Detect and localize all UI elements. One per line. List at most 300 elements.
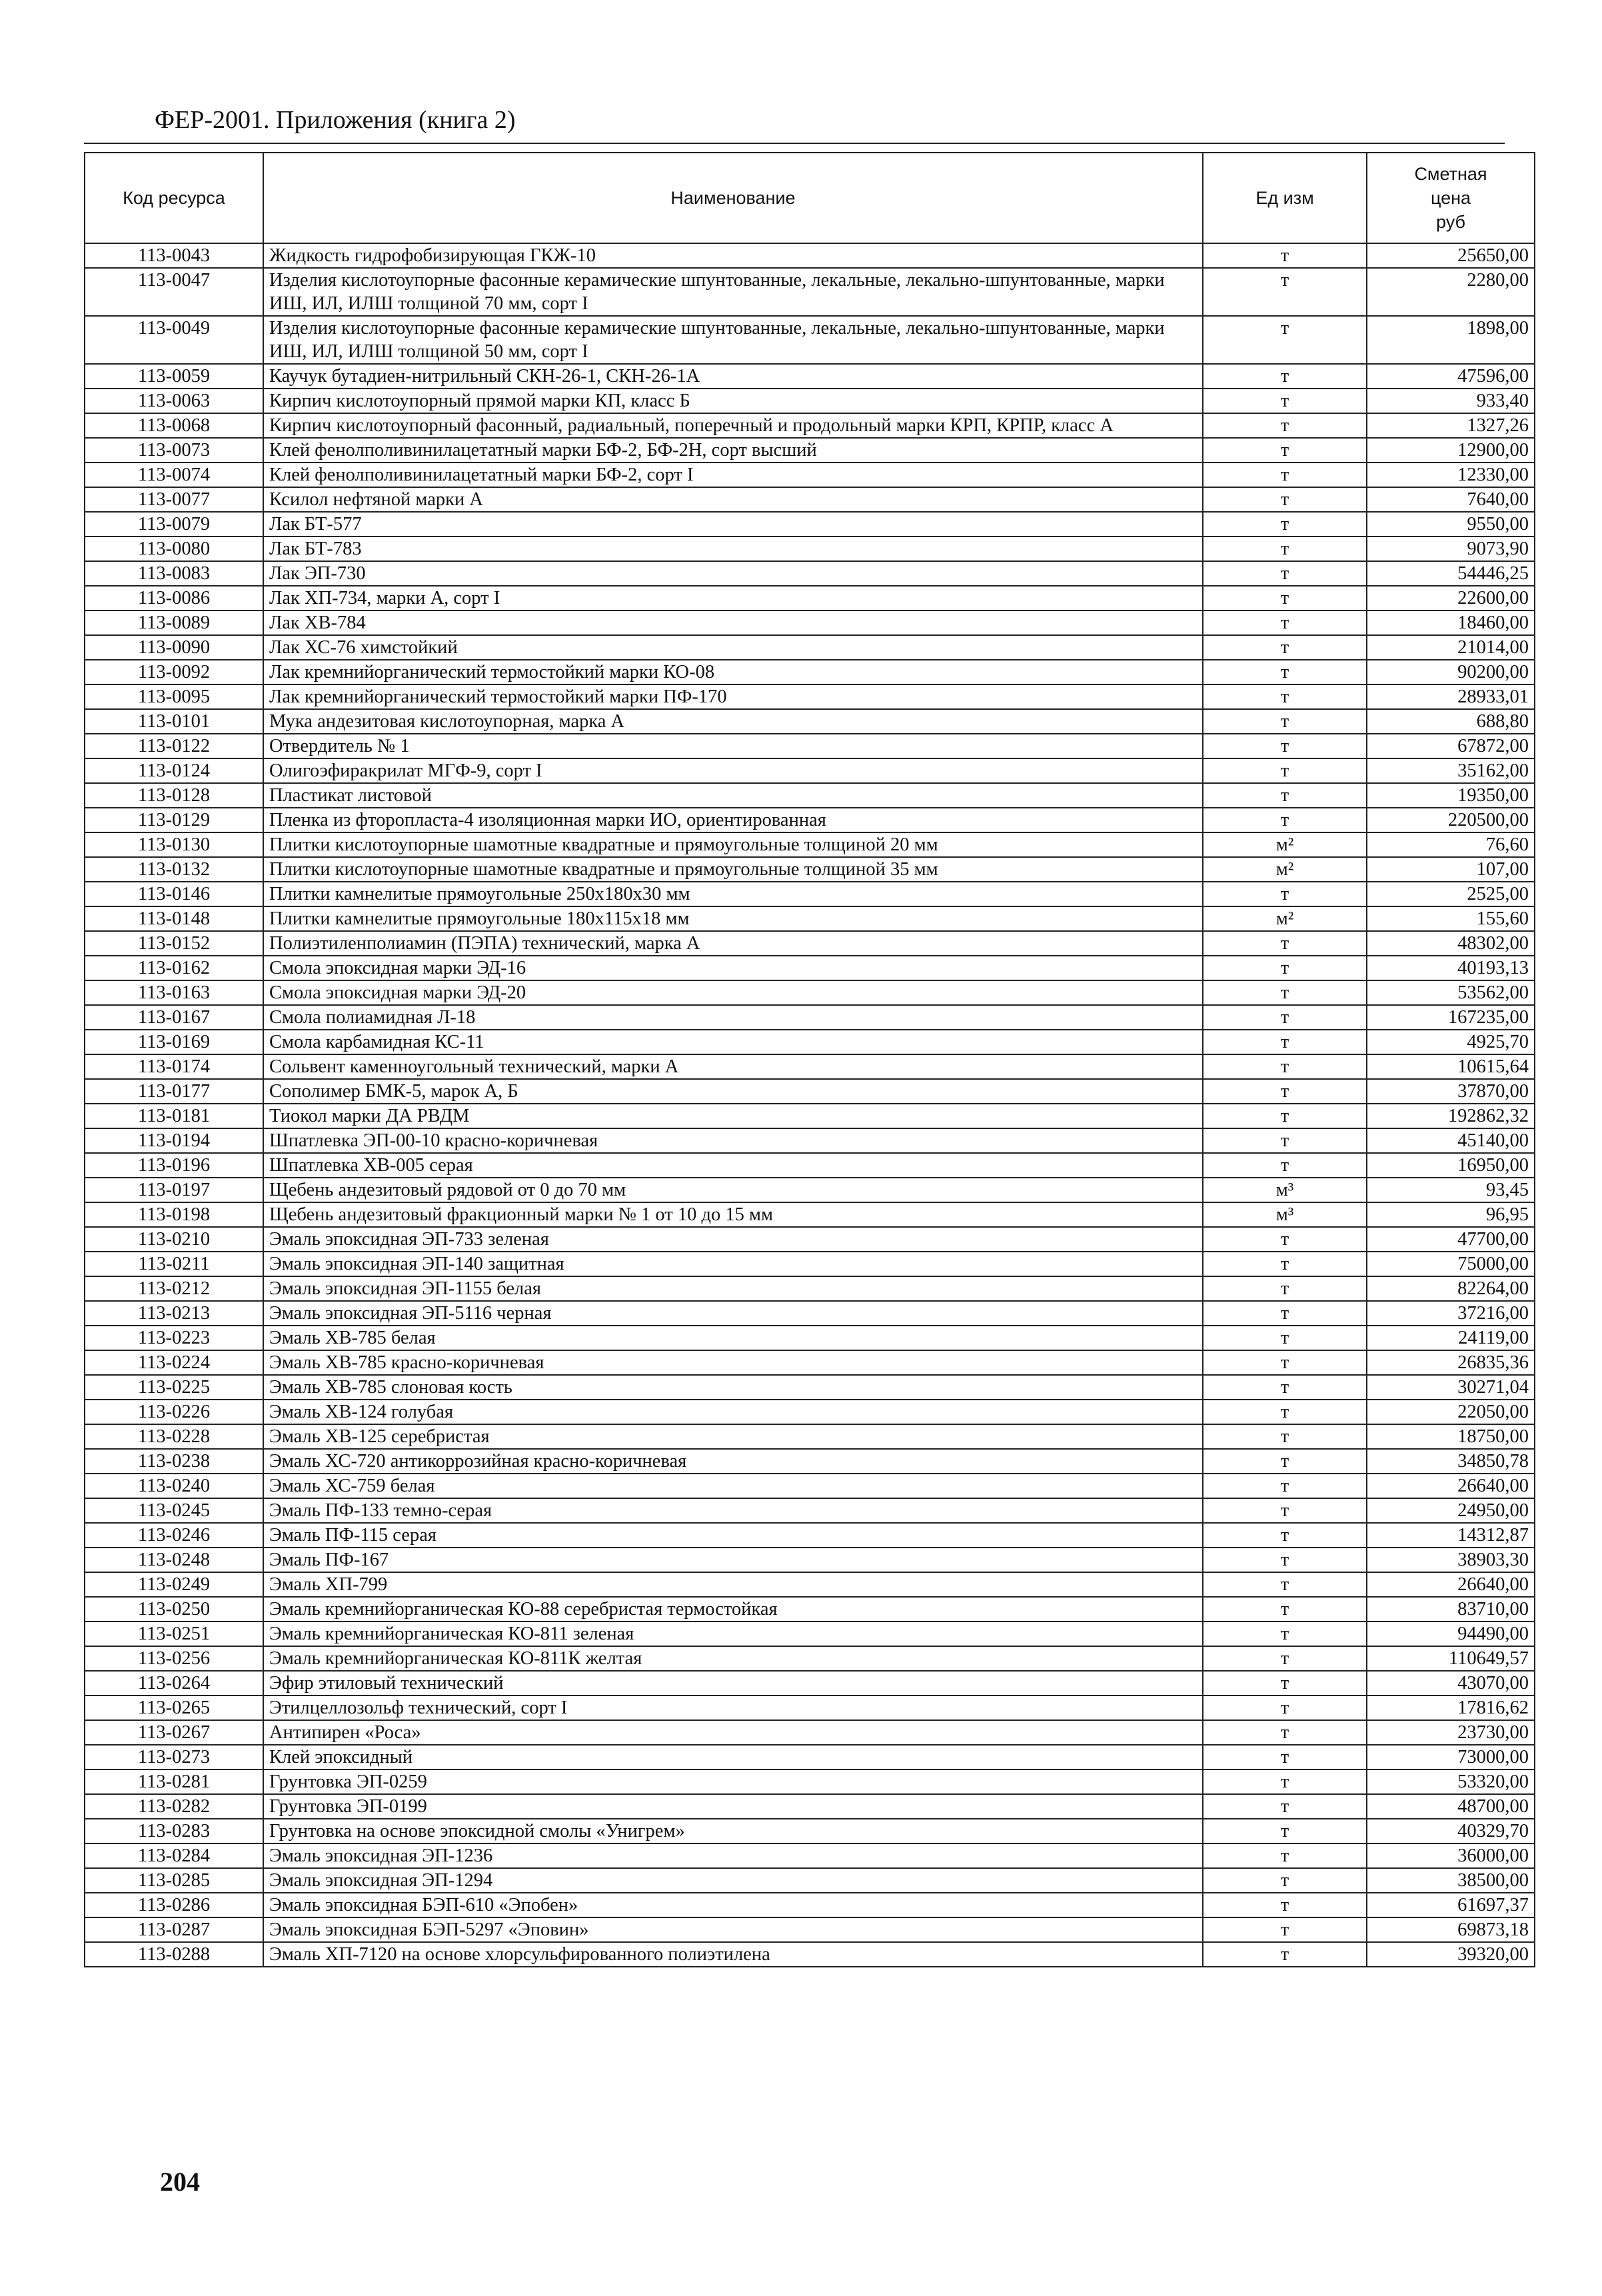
unit-cell: т: [1203, 561, 1367, 586]
unit-cell: т: [1203, 931, 1367, 956]
price-cell: 25650,00: [1367, 243, 1535, 268]
table-row: [85, 1769, 1535, 1794]
unit-cell: т: [1203, 808, 1367, 832]
unit-cell: т: [1203, 684, 1367, 709]
resource-name-cell: Каучук бутадиен-нитрильный СКН-26-1, СКН-26-1А: [263, 364, 1203, 389]
table-row: [85, 1079, 1535, 1104]
table-row: [85, 364, 1535, 389]
resource-name-cell: Эмаль ПФ-115 серая: [263, 1523, 1203, 1548]
resource-name-cell: Отвердитель № 1: [263, 734, 1203, 758]
table-row: [85, 1696, 1535, 1720]
table-row: [85, 1794, 1535, 1819]
resource-code-cell: 113-0224: [85, 1350, 263, 1375]
price-header-line2: цена: [1430, 188, 1471, 208]
resource-code-cell: 113-0169: [85, 1030, 263, 1054]
price-cell: 18460,00: [1367, 610, 1535, 635]
resource-code-cell: 113-0194: [85, 1128, 263, 1153]
resource-price-table: [84, 152, 1535, 1967]
table-row: [85, 1622, 1535, 1646]
resource-code-cell: 113-0246: [85, 1523, 263, 1548]
table-row: [85, 537, 1535, 561]
price-cell: 12900,00: [1367, 438, 1535, 463]
resource-code-cell: 113-0077: [85, 487, 263, 512]
price-cell: 69873,18: [1367, 1917, 1535, 1942]
resource-code-cell: 113-0129: [85, 808, 263, 832]
resource-code-cell: 113-0162: [85, 956, 263, 980]
table-row: [85, 1646, 1535, 1671]
resource-name-cell: Сополимер БМК-5, марок А, Б: [263, 1079, 1203, 1104]
resource-name-cell: Сольвент каменноугольный технический, марки А: [263, 1054, 1203, 1079]
unit-cell: т: [1203, 268, 1367, 316]
unit-cell: т: [1203, 882, 1367, 906]
resource-code-cell: 113-0251: [85, 1622, 263, 1646]
column-header-price: [1367, 153, 1535, 243]
column-header-name: Наименование: [263, 153, 1203, 243]
resource-name-cell: Смола полиамидная Л-18: [263, 1005, 1203, 1030]
unit-cell: т: [1203, 1498, 1367, 1523]
resource-name-cell: Эмаль эпоксидная ЭП-1155 белая: [263, 1276, 1203, 1301]
resource-name-cell: Лак ЭП-730: [263, 561, 1203, 586]
resource-name-cell: Ксилол нефтяной марки А: [263, 487, 1203, 512]
table-row: [85, 709, 1535, 734]
price-cell: 36000,00: [1367, 1843, 1535, 1868]
resource-code-cell: 113-0249: [85, 1572, 263, 1597]
resource-code-cell: 113-0286: [85, 1893, 263, 1917]
table-row: [85, 758, 1535, 783]
price-cell: 96,95: [1367, 1202, 1535, 1227]
table-row: [85, 1720, 1535, 1745]
unit-cell: т: [1203, 758, 1367, 783]
price-cell: 21014,00: [1367, 635, 1535, 660]
column-header-code: Код ресурса: [85, 153, 263, 243]
resource-code-cell: 113-0068: [85, 413, 263, 438]
price-cell: 26835,36: [1367, 1350, 1535, 1375]
resource-name-cell: Эмаль эпоксидная БЭП-5297 «Эповин»: [263, 1917, 1203, 1942]
unit-cell: т: [1203, 1449, 1367, 1474]
resource-code-cell: 113-0281: [85, 1769, 263, 1794]
resource-code-cell: 113-0223: [85, 1326, 263, 1350]
table-row: [85, 980, 1535, 1005]
price-cell: 38903,30: [1367, 1548, 1535, 1572]
price-cell: 2525,00: [1367, 882, 1535, 906]
table-row: [85, 635, 1535, 660]
table-row: [85, 931, 1535, 956]
resource-code-cell: 113-0074: [85, 463, 263, 487]
resource-code-cell: 113-0213: [85, 1301, 263, 1326]
unit-cell: т: [1203, 1252, 1367, 1276]
unit-cell: т: [1203, 610, 1367, 635]
unit-cell: т: [1203, 1720, 1367, 1745]
resource-name-cell: Кирпич кислотоупорный прямой марки КП, класс Б: [263, 389, 1203, 413]
table-row: [85, 1474, 1535, 1498]
table-row: [85, 1868, 1535, 1893]
resource-name-cell: Эмаль кремнийорганическая КО-811 зеленая: [263, 1622, 1203, 1646]
resource-code-cell: 113-0248: [85, 1548, 263, 1572]
table-row: [85, 1202, 1535, 1227]
price-cell: 93,45: [1367, 1178, 1535, 1202]
resource-name-cell: Пластикат листовой: [263, 783, 1203, 808]
unit-cell: т: [1203, 1523, 1367, 1548]
resource-name-cell: Шпатлевка ЭП-00-10 красно-коричневая: [263, 1128, 1203, 1153]
table-row: [85, 1178, 1535, 1202]
resource-code-cell: 113-0210: [85, 1227, 263, 1252]
price-cell: 19350,00: [1367, 783, 1535, 808]
resource-code-cell: 113-0083: [85, 561, 263, 586]
unit-cell: т: [1203, 1745, 1367, 1769]
price-cell: 40329,70: [1367, 1819, 1535, 1843]
table-row: [85, 1030, 1535, 1054]
resource-code-cell: 113-0245: [85, 1498, 263, 1523]
price-cell: 53320,00: [1367, 1769, 1535, 1794]
unit-cell: т: [1203, 1400, 1367, 1424]
price-cell: 37216,00: [1367, 1301, 1535, 1326]
table-row: [85, 684, 1535, 709]
unit-cell: м²: [1203, 832, 1367, 857]
table-row: [85, 1400, 1535, 1424]
resource-name-cell: Антипирен «Роса»: [263, 1720, 1203, 1745]
table-row: [85, 882, 1535, 906]
resource-name-cell: Щебень андезитовый рядовой от 0 до 70 мм: [263, 1178, 1203, 1202]
table-row: [85, 1375, 1535, 1400]
unit-cell: т: [1203, 1424, 1367, 1449]
price-cell: 4925,70: [1367, 1030, 1535, 1054]
price-cell: 7640,00: [1367, 487, 1535, 512]
resource-name-cell: Эмаль ХВ-125 серебристая: [263, 1424, 1203, 1449]
table-row: [85, 316, 1535, 364]
resource-name-cell: Эмаль ХВ-785 слоновая кость: [263, 1375, 1203, 1400]
table-row: [85, 956, 1535, 980]
price-cell: 61697,37: [1367, 1893, 1535, 1917]
unit-cell: т: [1203, 1671, 1367, 1696]
price-cell: 83710,00: [1367, 1597, 1535, 1622]
table-row: [85, 610, 1535, 635]
resource-code-cell: 113-0196: [85, 1153, 263, 1178]
unit-cell: т: [1203, 1153, 1367, 1178]
price-cell: 155,60: [1367, 906, 1535, 931]
resource-name-cell: Лак кремнийорганический термостойкий марки ПФ-170: [263, 684, 1203, 709]
resource-name-cell: Лак ХС-76 химстойкий: [263, 635, 1203, 660]
price-cell: 48302,00: [1367, 931, 1535, 956]
table-row: [85, 832, 1535, 857]
resource-name-cell: Лак ХВ-784: [263, 610, 1203, 635]
table-row: [85, 487, 1535, 512]
resource-code-cell: 113-0174: [85, 1054, 263, 1079]
resource-name-cell: Смола эпоксидная марки ЭД-20: [263, 980, 1203, 1005]
resource-name-cell: Полиэтиленполиамин (ПЭПА) технический, марка А: [263, 931, 1203, 956]
resource-name-cell: Эмаль кремнийорганическая КО-811К желтая: [263, 1646, 1203, 1671]
table-row: [85, 1301, 1535, 1326]
price-cell: 192862,32: [1367, 1104, 1535, 1128]
resource-code-cell: 113-0265: [85, 1696, 263, 1720]
resource-code-cell: 113-0049: [85, 316, 263, 364]
resource-code-cell: 113-0225: [85, 1375, 263, 1400]
resource-name-cell: Эмаль ПФ-133 темно-серая: [263, 1498, 1203, 1523]
table-row: [85, 1104, 1535, 1128]
price-cell: 24950,00: [1367, 1498, 1535, 1523]
resource-name-cell: Лак ХП-734, марки А, сорт I: [263, 586, 1203, 610]
resource-code-cell: 113-0063: [85, 389, 263, 413]
price-cell: 35162,00: [1367, 758, 1535, 783]
resource-name-cell: Плитки кислотоупорные шамотные квадратные и прямоугольные толщиной 20 мм: [263, 832, 1203, 857]
unit-cell: т: [1203, 389, 1367, 413]
table-row: [85, 1843, 1535, 1868]
table-row: [85, 1671, 1535, 1696]
resource-code-cell: 113-0152: [85, 931, 263, 956]
price-cell: 45140,00: [1367, 1128, 1535, 1153]
table-row: [85, 1153, 1535, 1178]
resource-name-cell: Эмаль эпоксидная ЭП-140 защитная: [263, 1252, 1203, 1276]
table-row: [85, 1252, 1535, 1276]
resource-code-cell: 113-0090: [85, 635, 263, 660]
table-row: [85, 808, 1535, 832]
resource-code-cell: 113-0089: [85, 610, 263, 635]
resource-code-cell: 113-0148: [85, 906, 263, 931]
resource-code-cell: 113-0130: [85, 832, 263, 857]
price-cell: 14312,87: [1367, 1523, 1535, 1548]
unit-cell: т: [1203, 1375, 1367, 1400]
page-number: 204: [160, 2167, 200, 2197]
resource-code-cell: 113-0047: [85, 268, 263, 316]
price-cell: 26640,00: [1367, 1572, 1535, 1597]
unit-cell: м²: [1203, 906, 1367, 931]
table-body: [85, 243, 1535, 1967]
resource-code-cell: 113-0228: [85, 1424, 263, 1449]
price-cell: 48700,00: [1367, 1794, 1535, 1819]
unit-cell: т: [1203, 586, 1367, 610]
table-row: [85, 463, 1535, 487]
price-cell: 17816,62: [1367, 1696, 1535, 1720]
resource-code-cell: 113-0163: [85, 980, 263, 1005]
table-row: [85, 243, 1535, 268]
price-cell: 933,40: [1367, 389, 1535, 413]
unit-cell: т: [1203, 734, 1367, 758]
table-row: [85, 1597, 1535, 1622]
unit-cell: т: [1203, 1819, 1367, 1843]
resource-name-cell: Эмаль ХВ-785 белая: [263, 1326, 1203, 1350]
price-cell: 38500,00: [1367, 1868, 1535, 1893]
price-cell: 9073,90: [1367, 537, 1535, 561]
unit-cell: т: [1203, 512, 1367, 537]
resource-name-cell: Эмаль ПФ-167: [263, 1548, 1203, 1572]
resource-name-cell: Плитки камнелитые прямоугольные 180х115х18 мм: [263, 906, 1203, 931]
price-cell: 22600,00: [1367, 586, 1535, 610]
table-row: [85, 660, 1535, 684]
table-row: [85, 1227, 1535, 1252]
resource-name-cell: Грунтовка на основе эпоксидной смолы «Унигрем»: [263, 1819, 1203, 1843]
unit-cell: т: [1203, 1276, 1367, 1301]
price-header-line3: руб: [1436, 212, 1465, 232]
unit-cell: т: [1203, 1326, 1367, 1350]
resource-code-cell: 113-0285: [85, 1868, 263, 1893]
page-header: ФЕР-2001. Приложения (книга 2): [155, 106, 516, 134]
table-row: [85, 438, 1535, 463]
resource-code-cell: 113-0059: [85, 364, 263, 389]
unit-cell: м³: [1203, 1178, 1367, 1202]
table-row: [85, 1893, 1535, 1917]
unit-cell: т: [1203, 438, 1367, 463]
price-cell: 12330,00: [1367, 463, 1535, 487]
resource-name-cell: Клей эпоксидный: [263, 1745, 1203, 1769]
unit-cell: т: [1203, 1696, 1367, 1720]
table-row: [85, 389, 1535, 413]
unit-cell: т: [1203, 1474, 1367, 1498]
resource-code-cell: 113-0128: [85, 783, 263, 808]
resource-code-cell: 113-0181: [85, 1104, 263, 1128]
unit-cell: т: [1203, 1794, 1367, 1819]
table-row: [85, 1326, 1535, 1350]
unit-cell: т: [1203, 1646, 1367, 1671]
price-cell: 1327,26: [1367, 413, 1535, 438]
price-cell: 110649,57: [1367, 1646, 1535, 1671]
unit-cell: т: [1203, 1917, 1367, 1942]
price-cell: 34850,78: [1367, 1449, 1535, 1474]
resource-name-cell: Щебень андезитовый фракционный марки № 1 от 10 до 15 мм: [263, 1202, 1203, 1227]
resource-code-cell: 113-0043: [85, 243, 263, 268]
price-cell: 10615,64: [1367, 1054, 1535, 1079]
resource-code-cell: 113-0177: [85, 1079, 263, 1104]
price-cell: 22050,00: [1367, 1400, 1535, 1424]
resource-code-cell: 113-0095: [85, 684, 263, 709]
price-cell: 16950,00: [1367, 1153, 1535, 1178]
price-cell: 220500,00: [1367, 808, 1535, 832]
price-cell: 54446,25: [1367, 561, 1535, 586]
table-row: [85, 906, 1535, 931]
table-row: [85, 268, 1535, 316]
resource-name-cell: Эмаль ХП-7120 на основе хлорсульфированного полиэтилена: [263, 1942, 1203, 1967]
resource-name-cell: Изделия кислотоупорные фасонные керамические шпунтованные, лекальные, лекально-шпунтованные, марки ИШ, ИЛ, ИЛШ толщиной 70 мм, сорт I: [263, 268, 1203, 316]
resource-name-cell: Этилцеллозольф технический, сорт I: [263, 1696, 1203, 1720]
resource-code-cell: 113-0250: [85, 1597, 263, 1622]
unit-cell: т: [1203, 635, 1367, 660]
resource-name-cell: Эмаль ХС-720 антикоррозийная красно-коричневая: [263, 1449, 1203, 1474]
unit-cell: т: [1203, 1597, 1367, 1622]
price-cell: 47596,00: [1367, 364, 1535, 389]
price-cell: 90200,00: [1367, 660, 1535, 684]
resource-code-cell: 113-0122: [85, 734, 263, 758]
resource-name-cell: Мука андезитовая кислотоупорная, марка А: [263, 709, 1203, 734]
resource-name-cell: Плитки кислотоупорные шамотные квадратные и прямоугольные толщиной 35 мм: [263, 857, 1203, 882]
resource-code-cell: 113-0284: [85, 1843, 263, 1868]
table-row: [85, 783, 1535, 808]
resource-code-cell: 113-0197: [85, 1178, 263, 1202]
unit-cell: т: [1203, 1079, 1367, 1104]
unit-cell: т: [1203, 1350, 1367, 1375]
unit-cell: т: [1203, 1301, 1367, 1326]
resource-code-cell: 113-0282: [85, 1794, 263, 1819]
resource-code-cell: 113-0264: [85, 1671, 263, 1696]
resource-name-cell: Эмаль эпоксидная ЭП-733 зеленая: [263, 1227, 1203, 1252]
table-row: [85, 512, 1535, 537]
unit-cell: т: [1203, 1104, 1367, 1128]
header-divider: [84, 143, 1505, 144]
table-row: [85, 413, 1535, 438]
column-header-unit: Ед изм: [1203, 153, 1367, 243]
price-cell: 40193,13: [1367, 956, 1535, 980]
unit-cell: т: [1203, 1622, 1367, 1646]
unit-cell: т: [1203, 1843, 1367, 1868]
resource-code-cell: 113-0238: [85, 1449, 263, 1474]
table-row: [85, 1276, 1535, 1301]
unit-cell: м³: [1203, 1202, 1367, 1227]
price-cell: 76,60: [1367, 832, 1535, 857]
unit-cell: т: [1203, 1005, 1367, 1030]
unit-cell: т: [1203, 956, 1367, 980]
resource-code-cell: 113-0240: [85, 1474, 263, 1498]
price-cell: 82264,00: [1367, 1276, 1535, 1301]
price-header-line1: Сметная: [1414, 164, 1487, 184]
table-row: [85, 1917, 1535, 1942]
unit-cell: т: [1203, 1128, 1367, 1153]
resource-name-cell: Клей фенолполивинилацетатный марки БФ-2, БФ-2Н, сорт высший: [263, 438, 1203, 463]
unit-cell: т: [1203, 783, 1367, 808]
resource-code-cell: 113-0288: [85, 1942, 263, 1967]
price-cell: 107,00: [1367, 857, 1535, 882]
unit-cell: т: [1203, 1868, 1367, 1893]
price-cell: 167235,00: [1367, 1005, 1535, 1030]
resource-name-cell: Тиокол марки ДА РВДМ: [263, 1104, 1203, 1128]
unit-cell: т: [1203, 413, 1367, 438]
resource-code-cell: 113-0267: [85, 1720, 263, 1745]
unit-cell: т: [1203, 1942, 1367, 1967]
resource-code-cell: 113-0092: [85, 660, 263, 684]
unit-cell: т: [1203, 980, 1367, 1005]
resource-name-cell: Смола эпоксидная марки ЭД-16: [263, 956, 1203, 980]
resource-name-cell: Эмаль ХВ-124 голубая: [263, 1400, 1203, 1424]
unit-cell: т: [1203, 1893, 1367, 1917]
price-cell: 37870,00: [1367, 1079, 1535, 1104]
resource-code-cell: 113-0283: [85, 1819, 263, 1843]
resource-name-cell: Эмаль эпоксидная БЭП-610 «Эпобен»: [263, 1893, 1203, 1917]
table-row: [85, 1819, 1535, 1843]
price-cell: 53562,00: [1367, 980, 1535, 1005]
table-row: [85, 1350, 1535, 1375]
price-cell: 67872,00: [1367, 734, 1535, 758]
resource-code-cell: 113-0132: [85, 857, 263, 882]
resource-code-cell: 113-0146: [85, 882, 263, 906]
table-row: [85, 1548, 1535, 1572]
table-row: [85, 561, 1535, 586]
price-cell: 1898,00: [1367, 316, 1535, 364]
table-row: [85, 734, 1535, 758]
resource-name-cell: Эмаль эпоксидная ЭП-1236: [263, 1843, 1203, 1868]
price-cell: 73000,00: [1367, 1745, 1535, 1769]
unit-cell: т: [1203, 1054, 1367, 1079]
table-row: [85, 1128, 1535, 1153]
resource-name-cell: Жидкость гидрофобизирующая ГКЖ-10: [263, 243, 1203, 268]
price-cell: 26640,00: [1367, 1474, 1535, 1498]
unit-cell: т: [1203, 1548, 1367, 1572]
resource-name-cell: Эмаль эпоксидная ЭП-1294: [263, 1868, 1203, 1893]
resource-name-cell: Эмаль ХП-799: [263, 1572, 1203, 1597]
resource-name-cell: Кирпич кислотоупорный фасонный, радиальный, поперечный и продольный марки КРП, КРПР, класс А: [263, 413, 1203, 438]
table-row: [85, 1523, 1535, 1548]
price-cell: 47700,00: [1367, 1227, 1535, 1252]
resource-code-cell: 113-0167: [85, 1005, 263, 1030]
resource-code-cell: 113-0086: [85, 586, 263, 610]
resource-name-cell: Плитки камнелитые прямоугольные 250х180х30 мм: [263, 882, 1203, 906]
table-row: [85, 1449, 1535, 1474]
table-row: [85, 1572, 1535, 1597]
resource-name-cell: Пленка из фторопласта-4 изоляционная марки ИО, ориентированная: [263, 808, 1203, 832]
table-row: [85, 586, 1535, 610]
resource-name-cell: Грунтовка ЭП-0259: [263, 1769, 1203, 1794]
table-row: [85, 1005, 1535, 1030]
unit-cell: т: [1203, 243, 1367, 268]
table-row: [85, 1745, 1535, 1769]
unit-cell: т: [1203, 1572, 1367, 1597]
table-row: [85, 1424, 1535, 1449]
price-cell: 43070,00: [1367, 1671, 1535, 1696]
